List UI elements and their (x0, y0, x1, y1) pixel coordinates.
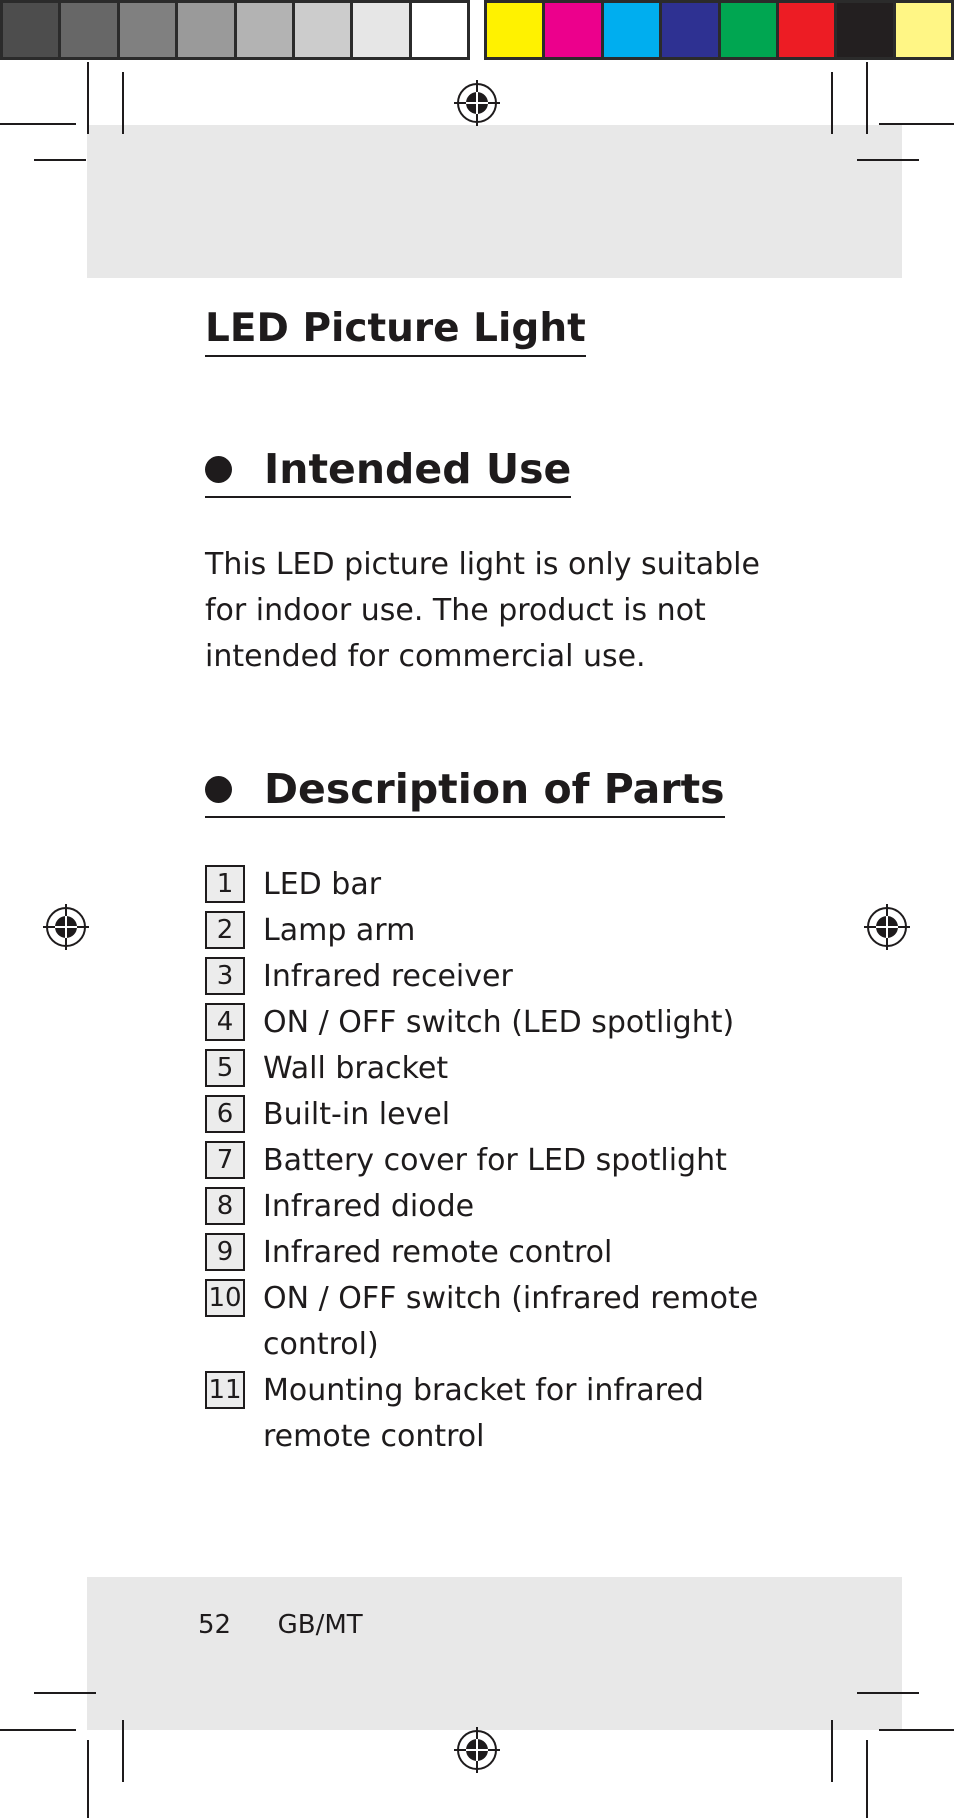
part-number: 9 (205, 1233, 245, 1271)
registration-mark-icon (864, 904, 910, 950)
bullet-icon (205, 456, 232, 483)
gray-swatch (412, 3, 467, 57)
list-item (205, 1092, 765, 1138)
section-heading-intended-use (205, 444, 571, 498)
part-number: 6 (205, 1095, 245, 1133)
section-heading-text: Description of Parts (264, 765, 725, 813)
list-item (205, 1184, 765, 1230)
part-number: 8 (205, 1187, 245, 1225)
part-number: 10 (205, 1279, 245, 1317)
color-swatch (837, 3, 892, 57)
language-code: GB/MT (277, 1610, 363, 1640)
bullet-icon (205, 776, 232, 803)
crop-mark (34, 1692, 96, 1694)
registration-mark-icon (454, 1727, 500, 1773)
gray-swatch (178, 3, 233, 57)
color-swatch (662, 3, 717, 57)
crop-mark (34, 159, 86, 161)
crop-mark (122, 1720, 124, 1782)
list-item (205, 1000, 765, 1046)
color-swatch (721, 3, 776, 57)
print-color-bar (0, 0, 954, 60)
gray-swatch (295, 3, 350, 57)
crop-mark (87, 1740, 89, 1818)
color-swatch (896, 3, 951, 57)
section-heading-description-of-parts (205, 764, 725, 818)
header-band (87, 125, 902, 278)
list-item (205, 954, 765, 1000)
list-item (205, 1046, 765, 1092)
list-item (205, 1230, 765, 1276)
part-number: 5 (205, 1049, 245, 1087)
registration-mark-icon (454, 80, 500, 126)
document-title: LED Picture Light (205, 305, 586, 357)
part-label: ON / OFF switch (infrared remote control) (263, 1281, 759, 1362)
crop-mark (87, 62, 89, 134)
crop-mark (122, 72, 124, 134)
section-heading-text: Intended Use (264, 445, 572, 493)
gray-swatch (353, 3, 408, 57)
crop-mark (879, 1729, 954, 1731)
page-footer (198, 1605, 363, 1645)
crop-mark (831, 72, 833, 134)
part-label: Built-in level (263, 1097, 451, 1132)
part-label: Wall bracket (263, 1051, 449, 1086)
part-number: 4 (205, 1003, 245, 1041)
gray-swatch (61, 3, 116, 57)
list-item (205, 862, 765, 908)
crop-mark (857, 1692, 919, 1694)
crop-mark (866, 1740, 868, 1818)
page-number: 52 (198, 1610, 232, 1640)
crop-mark (866, 62, 868, 134)
intended-use-text: This LED picture light is only suitable for indoor use. The product is not intended for commercial use. (205, 547, 760, 674)
color-swatch (779, 3, 834, 57)
list-item (205, 1138, 765, 1184)
part-label: LED bar (263, 867, 382, 902)
part-number: 3 (205, 957, 245, 995)
part-number: 1 (205, 865, 245, 903)
part-label: Battery cover for LED spotlight (263, 1143, 727, 1178)
crop-mark (0, 123, 76, 125)
gray-swatch (3, 3, 58, 57)
gray-swatch (120, 3, 175, 57)
color-swatch-strip (484, 0, 954, 60)
footer-band (87, 1577, 902, 1730)
parts-list (205, 862, 765, 1460)
crop-mark (831, 1720, 833, 1782)
list-item (205, 1276, 765, 1368)
part-label: Infrared remote control (263, 1235, 613, 1270)
color-swatch (545, 3, 600, 57)
crop-mark (0, 1729, 76, 1731)
part-number: 11 (205, 1371, 245, 1409)
part-label: Infrared receiver (263, 959, 513, 994)
crop-mark (857, 159, 919, 161)
part-label: ON / OFF switch (LED spotlight) (263, 1005, 735, 1040)
list-item (205, 908, 765, 954)
color-swatch (604, 3, 659, 57)
gray-swatch-strip (0, 0, 470, 60)
part-label: Mounting bracket for infrared remote control (263, 1373, 704, 1454)
color-swatch (487, 3, 542, 57)
part-label: Lamp arm (263, 913, 416, 948)
part-number: 2 (205, 911, 245, 949)
gray-swatch (237, 3, 292, 57)
part-number: 7 (205, 1141, 245, 1179)
list-item (205, 1368, 765, 1460)
registration-mark-icon (43, 904, 89, 950)
crop-mark (879, 123, 954, 125)
part-label: Infrared diode (263, 1189, 475, 1224)
